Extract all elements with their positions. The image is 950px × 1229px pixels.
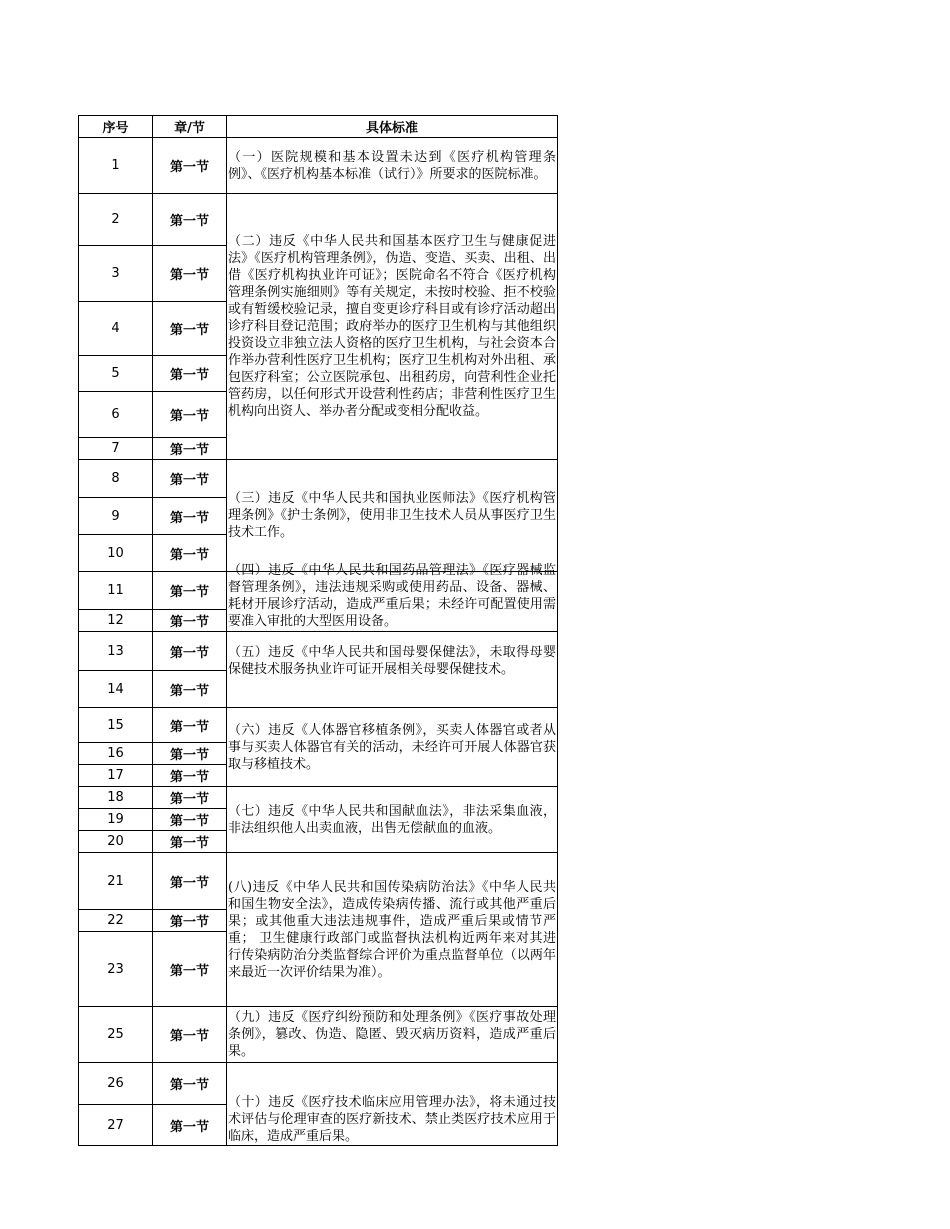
row-index: 25 — [79, 1007, 153, 1063]
table-row — [79, 1007, 558, 1063]
row-section: 第一节 — [153, 743, 227, 765]
row-index: 23 — [79, 932, 153, 1007]
row-section: 第一节 — [153, 765, 227, 787]
table-row — [79, 460, 558, 498]
standard-cell-4 — [227, 563, 558, 632]
row-index: 7 — [79, 438, 153, 460]
row-section: 第一节 — [153, 831, 227, 853]
row-index: 21 — [79, 853, 153, 910]
row-index: 14 — [79, 671, 153, 708]
standard-text-7: （七）违反《中华人民共和国献血法》，非法采集血液，非法组织他人出卖血液，出售无偿献血的血液。 — [228, 803, 556, 836]
standard-text-6: （六）违反《人体器官移植条例》，买卖人体器官或者从事与买卖人体器官有关的活动，未经许可开展人体器官获取与移植技术。 — [228, 722, 556, 772]
row-section: 第一节 — [153, 1007, 227, 1063]
row-index: 6 — [79, 392, 153, 438]
row-index: 17 — [79, 765, 153, 787]
row-section: 第一节 — [153, 438, 227, 460]
row-section: 第一节 — [153, 572, 227, 610]
table-row — [79, 572, 558, 610]
standard-text-1: （一）医院规模和基本设置未达到《医疗机构管理条例》、《医疗机构基本标准（试行）》所要求的医院标准。 — [228, 149, 556, 182]
row-index: 26 — [79, 1063, 153, 1105]
row-section: 第一节 — [153, 535, 227, 572]
table-row — [79, 1063, 558, 1105]
table-row — [79, 194, 558, 246]
row-section: 第一节 — [153, 632, 227, 671]
standards-sheet — [78, 115, 558, 1146]
standards-table — [78, 115, 558, 1146]
row-section: 第一节 — [153, 1105, 227, 1146]
standard-cell-2 — [227, 194, 558, 460]
standard-text-4: （四）违反《中华人民共和国药品管理法》《医疗器械监督管理条例》，违法违规采购或使用药品、设备、器械、耗材开展诊疗活动，造成严重后果；未经许可配置使用需要准入审批的大型医用设备。 — [228, 563, 556, 629]
row-index: 10 — [79, 535, 153, 572]
standard-cell-10 — [227, 1063, 558, 1146]
row-section: 第一节 — [153, 708, 227, 743]
row-index: 1 — [79, 138, 153, 194]
standard-text-3: （三）违反《中华人民共和国执业医师法》《医疗机构管理条例》《护士条例》，使用非卫生技术人员从事医疗卫生技术工作。 — [228, 491, 556, 540]
standard-text-8: (八)违反《中华人民共和国传染病防治法》《中华人民共和国生物安全法》，造成传染病传播、流行或其他严重后果；或其他重大违法违规事件，造成严重后果或情节严重； 卫生健康行政部门或监督执法机构近两年来对其进行传染病防治分类监督综合评价为重点监督单位（以两年来最近一次评价结果为准）。 — [228, 879, 556, 980]
row-index: 13 — [79, 632, 153, 671]
row-section: 第一节 — [153, 356, 227, 392]
standard-cell-7 — [227, 787, 558, 853]
standard-cell-9 — [227, 1007, 558, 1063]
row-section: 第一节 — [153, 809, 227, 831]
row-section: 第一节 — [153, 302, 227, 356]
row-index: 5 — [79, 356, 153, 392]
row-index: 12 — [79, 609, 153, 631]
row-index: 8 — [79, 460, 153, 498]
standard-text-2: （二）违反《中华人民共和国基本医疗卫生与健康促进法》《医疗机构管理条例》，伪造、变造、买卖、出租、出借《医疗机构执业许可证》；医院命名不符合《医疗机构管理条例实施细则》等有关规定，未按时校验、拒不校验或有暂缓校验记录，擅自变更诊疗科目或有诊疗活动超出诊疗科目登记范围；政府举办的医疗卫生机构与其他组织投资设立非独立法人资格的医疗卫生机构，与社会资本合作举办营利性医疗卫生机构；医疗卫生机构对外出租、承包医疗科室；公立医院承包、出租药房，向营利性企业托管药房，以任何形式开设营利性药店；非营利性医疗卫生机构向出资人、举办者分配或变相分配收益。 — [228, 234, 556, 419]
row-section: 第一节 — [153, 138, 227, 194]
table-row — [79, 853, 558, 910]
row-section: 第一节 — [153, 246, 227, 302]
row-index: 18 — [79, 787, 153, 809]
row-index: 27 — [79, 1105, 153, 1146]
header-section: 章/节 — [153, 116, 227, 138]
standard-text-10: （十）违反《医疗技术临床应用管理办法》，将未通过技术评估与伦理审查的医疗新技术、禁止类医疗技术应用于临床，造成严重后果。 — [228, 1095, 556, 1144]
row-index: 19 — [79, 809, 153, 831]
standard-cell-5 — [227, 632, 558, 708]
header-standard: 具体标准 — [227, 116, 558, 138]
standard-cell-8 — [227, 853, 558, 1007]
row-index: 16 — [79, 743, 153, 765]
row-section: 第一节 — [153, 671, 227, 708]
standard-text-9: （九）违反《医疗纠纷预防和处理条例》《医疗事故处理条例》，篡改、伪造、隐匿、毁灭病历资料，造成严重后果。 — [228, 1010, 556, 1059]
table-row — [79, 787, 558, 809]
table-row — [79, 632, 558, 671]
row-index: 22 — [79, 910, 153, 932]
row-section: 第一节 — [153, 787, 227, 809]
header-row — [79, 116, 558, 138]
standard-cell-1 — [227, 138, 558, 194]
standard-text-5: （五）违反《中华人民共和国母婴保健法》，未取得母婴保健技术服务执业许可证开展相关母婴保健技术。 — [228, 645, 556, 677]
row-index: 4 — [79, 302, 153, 356]
standard-cell-3 — [227, 460, 558, 572]
standard-cell-6 — [227, 708, 558, 787]
row-section: 第一节 — [153, 392, 227, 438]
row-section: 第一节 — [153, 194, 227, 246]
table-row — [79, 138, 558, 194]
table-row — [79, 708, 558, 743]
row-section: 第一节 — [153, 910, 227, 932]
row-index: 20 — [79, 831, 153, 853]
row-index: 11 — [79, 572, 153, 610]
row-section: 第一节 — [153, 853, 227, 910]
row-section: 第一节 — [153, 1063, 227, 1105]
row-index: 9 — [79, 498, 153, 535]
row-section: 第一节 — [153, 609, 227, 631]
row-section: 第一节 — [153, 460, 227, 498]
row-index: 2 — [79, 194, 153, 246]
row-index: 15 — [79, 708, 153, 743]
header-index: 序号 — [79, 116, 153, 138]
row-section: 第一节 — [153, 932, 227, 1007]
row-section: 第一节 — [153, 498, 227, 535]
row-index: 3 — [79, 246, 153, 302]
